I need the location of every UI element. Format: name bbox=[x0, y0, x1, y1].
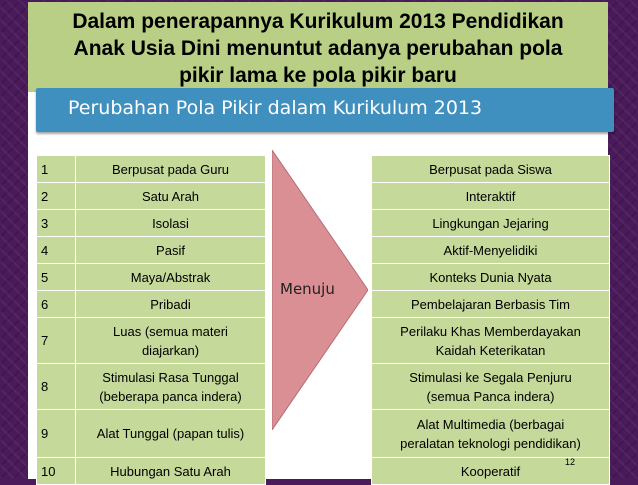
cell-line: Pembelajaran Berbasis Tim bbox=[411, 296, 570, 312]
table-row bbox=[37, 237, 266, 264]
cell-line: Kaidah Keterikatan bbox=[435, 342, 546, 358]
cell-line: peralatan teknologi pendidikan) bbox=[400, 435, 581, 451]
cell-line: Interaktif bbox=[465, 188, 516, 204]
cell-line: Perilaku Khas Memberdayakan bbox=[400, 323, 581, 339]
row-number: 1 bbox=[37, 156, 76, 183]
old-mindset-cell bbox=[76, 183, 266, 210]
old-mindset-cell bbox=[76, 364, 266, 410]
row-number: 2 bbox=[37, 183, 76, 210]
row-number: 6 bbox=[37, 291, 76, 318]
cell-line: Stimulasi Rasa Tunggal bbox=[102, 369, 239, 385]
table-row bbox=[372, 264, 610, 291]
cell-line: Kooperatif bbox=[460, 463, 521, 479]
new-mindset-table bbox=[371, 155, 610, 485]
cell-line: Luas (semua materi bbox=[113, 323, 228, 339]
table-row bbox=[372, 318, 610, 364]
old-mindset-cell bbox=[76, 410, 266, 458]
cell-line: Lingkungan Jejaring bbox=[432, 215, 549, 231]
arrow-label: Menuju bbox=[280, 280, 335, 298]
cell-line: Hubungan Satu Arah bbox=[110, 463, 231, 479]
table-row bbox=[372, 156, 610, 183]
row-number: 9 bbox=[37, 410, 76, 458]
cell-line: Isolasi bbox=[152, 215, 189, 231]
row-number: 7 bbox=[37, 318, 76, 364]
cell-line: (semua Panca indera) bbox=[426, 388, 555, 404]
table-row bbox=[372, 291, 610, 318]
row-number: 8 bbox=[37, 364, 76, 410]
cell-line: Konteks Dunia Nyata bbox=[429, 269, 552, 285]
cell-line: Aktif-Menyelidiki bbox=[443, 242, 538, 258]
new-mindset-cell bbox=[372, 210, 610, 237]
old-mindset-table bbox=[36, 155, 266, 485]
page-number: 12 bbox=[565, 457, 576, 467]
row-number: 4 bbox=[37, 237, 76, 264]
new-mindset-cell bbox=[372, 183, 610, 210]
table-row bbox=[37, 458, 266, 485]
table-row bbox=[372, 364, 610, 410]
new-mindset-cell bbox=[372, 318, 610, 364]
title-line-2: Anak Usia Dini menuntut adanya perubahan pola bbox=[73, 37, 563, 60]
cell-line: Stimulasi ke Segala Penjuru bbox=[409, 369, 572, 385]
old-mindset-cell bbox=[76, 264, 266, 291]
new-mindset-cell bbox=[372, 264, 610, 291]
title-line-1: Dalam penerapannya Kurikulum 2013 Pendidikan bbox=[72, 10, 564, 33]
title-line-3: pikir lama ke pola pikir baru bbox=[179, 64, 457, 87]
table-row bbox=[37, 364, 266, 410]
old-mindset-cell bbox=[76, 156, 266, 183]
table-row bbox=[372, 210, 610, 237]
table-row bbox=[37, 210, 266, 237]
cell-line: Pasif bbox=[156, 242, 185, 258]
cell-line: Satu Arah bbox=[141, 188, 200, 204]
table-row bbox=[37, 318, 266, 364]
table-row bbox=[37, 183, 266, 210]
table-row bbox=[372, 237, 610, 264]
table-row bbox=[372, 183, 610, 210]
cell-line: Pribadi bbox=[150, 296, 191, 312]
row-number: 3 bbox=[37, 210, 76, 237]
old-mindset-cell bbox=[76, 458, 266, 485]
slide-title bbox=[28, 8, 608, 89]
new-mindset-cell bbox=[372, 410, 610, 458]
subtitle-banner bbox=[36, 88, 614, 132]
row-number: 10 bbox=[37, 458, 76, 485]
new-mindset-cell bbox=[372, 291, 610, 318]
cell-line: (beberapa panca indera) bbox=[99, 388, 242, 404]
cell-line: Berpusat pada Siswa bbox=[429, 161, 552, 177]
cell-line: diajarkan) bbox=[141, 342, 200, 358]
new-mindset-cell bbox=[372, 364, 610, 410]
table-row bbox=[372, 410, 610, 458]
cell-line: Maya/Abstrak bbox=[130, 269, 211, 285]
table-row bbox=[37, 156, 266, 183]
cell-line: Berpusat pada Guru bbox=[111, 161, 230, 177]
cell-line: Alat Tunggal (papan tulis) bbox=[96, 426, 245, 441]
table-row bbox=[37, 291, 266, 318]
table-row bbox=[37, 264, 266, 291]
cell-line: Alat Multimedia (berbagai bbox=[416, 416, 565, 432]
old-mindset-cell bbox=[76, 318, 266, 364]
row-number: 5 bbox=[37, 264, 76, 291]
table-row bbox=[37, 410, 266, 458]
old-mindset-cell bbox=[76, 291, 266, 318]
old-mindset-cell bbox=[76, 237, 266, 264]
subtitle-text: Perubahan Pola Pikir dalam Kurikulum 2013 bbox=[68, 97, 483, 119]
new-mindset-cell bbox=[372, 237, 610, 264]
new-mindset-cell bbox=[372, 156, 610, 183]
old-mindset-cell bbox=[76, 210, 266, 237]
